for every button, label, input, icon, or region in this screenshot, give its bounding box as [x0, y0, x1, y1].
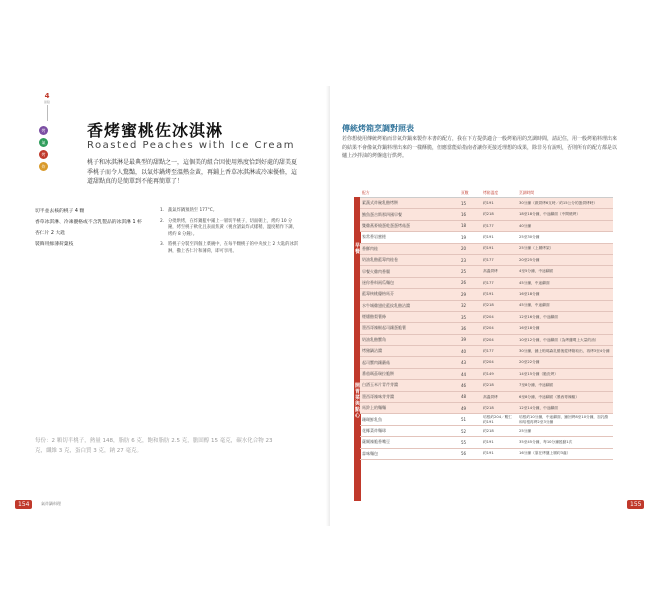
step-text: 分批烘烤，在炸鍋籃中鋪上一層切半桃子，切面朝上，烤約 10 分鐘，烤至桃子軟化且表面焦黃（視食譜氣炸式樣稍，溫度稍作下調，烤約 8 分鐘）。 — [168, 218, 297, 237]
section-title: 傳統烤箱烹調對照表 — [342, 124, 414, 133]
right-page — [330, 86, 642, 526]
cell-temp: 約218 — [481, 300, 517, 311]
step-item — [160, 242, 300, 255]
cell-time: 6至8分鐘，中途翻面（墨西哥辣椒） — [517, 391, 613, 402]
cell-recipe: 番茄瑪茲瑞拉脆餅 — [360, 368, 459, 379]
cell-time: 14至15分鐘（脆皮烤） — [517, 368, 613, 379]
cell-page: 40 — [459, 346, 481, 357]
col-page: 頁數 — [459, 189, 481, 198]
step-number: 2. — [160, 218, 165, 224]
cell-temp: 約191 — [481, 198, 517, 209]
cell-page: 55 — [459, 437, 481, 448]
cell-recipe: 家常香岩蜜捲 — [360, 232, 459, 243]
cell-temp: 約191 — [481, 232, 517, 243]
section-intro: 若你想使用傳統烤箱而非氣炸鍋來製作本書的配方，我在下方提供適合一般烤箱用的烹調時間，請記住，用一般烤箱料理出來的結果不會像氣炸鍋料理出來的一樣酥脆，但應當能給指南者讓你更接近理想的成果，除非另有說明，否則所有的配方都是以爐上沙拌油的烤盤進行烘烤。 — [342, 136, 618, 159]
ingredient-item: 香草冰淇淋、冷凍優格或不含乳製品的冰淇淋 1 杯 — [35, 220, 142, 225]
recipe-subtitle: Roasted Peaches with Ice Cream — [87, 140, 295, 151]
cell-recipe: 藍莓核桃優格馬芬 — [360, 289, 459, 300]
step-list — [160, 208, 300, 259]
table-row — [360, 346, 613, 357]
cell-page: 26 — [459, 277, 481, 288]
table-row — [360, 425, 613, 436]
cell-time: 培根約10分鐘，中途翻面，鋪回烤8至10分鐘，加乳酪和培根再烤2至3分鐘 — [517, 414, 613, 425]
cell-page: 19 — [459, 232, 481, 243]
page-number-left: 154 — [15, 500, 32, 509]
cell-recipe: 素蔬式炸碗乳酪烤餅 — [360, 198, 459, 209]
table-row — [360, 300, 613, 311]
table-row — [360, 414, 613, 425]
col-recipe: 配方 — [360, 189, 459, 198]
step-number: 1. — [160, 208, 165, 213]
ingredient-item: 杏仁片 2 大匙 — [35, 231, 66, 236]
table-row — [360, 334, 613, 345]
cell-page: 39 — [459, 334, 481, 345]
cell-page: 29 — [459, 289, 481, 300]
table-row — [360, 243, 613, 254]
cell-page: 43 — [459, 357, 481, 368]
cell-temp: 約218 — [481, 403, 517, 414]
conversion-table — [360, 189, 613, 460]
cell-time: 7至8分鐘，中途翻面 — [517, 380, 613, 391]
cell-recipe: 薩爾辣脆香嘴豆 — [360, 437, 459, 448]
cell-page: 15 — [459, 198, 481, 209]
table-row — [360, 403, 613, 414]
ingredient-list — [35, 208, 155, 252]
cell-time: 16分鐘（靠在烤盤上層約3處） — [517, 448, 613, 459]
cell-recipe: 馬鈴上的麵麵 — [360, 403, 459, 414]
table-row — [360, 209, 613, 220]
diet-dot-2: 氣 — [39, 138, 48, 147]
cell-recipe: 蒜味麵包 — [360, 448, 459, 459]
cell-temp: 高溫烘烤 — [481, 391, 517, 402]
cell-recipe: 鮪魚蛋吉斯那四國早餐 — [360, 209, 459, 220]
cell-temp: 約218 — [481, 425, 517, 436]
cell-page: 16 — [459, 209, 481, 220]
col-temp: 烤箱溫度 — [481, 189, 517, 198]
cell-temp: 約177 — [481, 277, 517, 288]
cell-page: 56 — [459, 448, 481, 459]
cell-time: 30分鐘（做烘烤6支時／約15公分的蛋烘烤時） — [517, 198, 613, 209]
cell-recipe: 墨西哥辣味芽芽醬 — [360, 391, 459, 402]
category-appetizers: 開胃菜與點心 — [354, 301, 361, 501]
cell-time: 10至12分鐘，中途翻面（為烤盤噴上大量的油） — [517, 334, 613, 345]
cell-recipe: 花椰菜炸麵球 — [360, 425, 459, 436]
table-row — [360, 289, 613, 300]
table-row — [360, 220, 613, 231]
cell-temp: 高溫烘烤 — [481, 266, 517, 277]
page-number-right: 155 — [627, 500, 644, 509]
cell-recipe: 白酒玉米片青芹芽醬 — [360, 380, 459, 391]
cell-page: 36 — [459, 323, 481, 334]
cell-recipe: 奶油乳酪藍莓肉桂卷 — [360, 254, 459, 265]
cell-recipe: 雙雞燕麥燒蛋乾蛋蛋烤菇蛋 — [360, 220, 459, 231]
chapter-label: 甜點 — [43, 100, 50, 104]
step-item — [160, 219, 300, 239]
cell-time: 16至18分鐘 — [517, 289, 613, 300]
recipe-intro: 桃子和冰淇淋是最典型的甜點之一，這個美的組合因使用熟度恰到好處的甜美夏季桃子而令人驚豔，以氣炸鍋烤至溫熱金黃，再鋪上香草冰淇淋或冷凍優格，這道甜點真的是簡單到不能再簡單了！ — [87, 159, 298, 185]
cell-temp: 約177 — [481, 346, 517, 357]
table-row — [360, 323, 613, 334]
cell-page: 51 — [459, 414, 481, 425]
diet-dot-1: 烤 — [39, 126, 48, 135]
cell-temp: 約191 — [481, 448, 517, 459]
table-row — [360, 198, 613, 209]
table-header-row — [360, 189, 613, 198]
ingredient-item: 裝飾用綠薄荷葉枝 — [35, 242, 74, 247]
cell-temp: 約177 — [481, 254, 517, 265]
cell-time: 12至16分鐘，中途翻面 — [517, 311, 613, 322]
cell-page: 23 — [459, 254, 481, 265]
cell-recipe: 迷你香料兩瓜麵包 — [360, 277, 459, 288]
cell-temp: 約204 — [481, 357, 517, 368]
nutrition-info: 每份：2 顆切半桃子，熱量 148，脂肪 6 克，飽和脂肪 2.5 克，膽固醇 15 毫克，碳水化合物 23 克，纖維 3 克，蛋白質 3 克，鈉 27 毫克。 — [35, 438, 273, 454]
table-row — [360, 368, 613, 379]
cell-time: 45分鐘，中途翻面 — [517, 277, 613, 288]
cell-page: 32 — [459, 300, 481, 311]
table-row — [360, 437, 613, 448]
table-row — [360, 357, 613, 368]
table-row — [360, 391, 613, 402]
cell-time: 25分鐘 — [517, 425, 613, 436]
cell-temp: 約191 — [481, 243, 517, 254]
cell-recipe: 珊瑚鮮乳魚 — [360, 414, 459, 425]
cell-time: 12至14分鐘，中途翻面 — [517, 403, 613, 414]
cell-recipe: 起司蟹肉鑲蘑菇 — [360, 357, 459, 368]
cell-recipe: 香酥肉桂 — [360, 243, 459, 254]
chapter-number: 4 — [44, 92, 50, 100]
cell-time: 25分鐘（上層烤架） — [517, 243, 613, 254]
cell-page: 46 — [459, 380, 481, 391]
category-breakfast: 早餐 — [354, 197, 361, 301]
cell-recipe: 烤豬鍋沾醬 — [360, 346, 459, 357]
diet-dot-4: 炸 — [39, 162, 48, 171]
step-item — [160, 208, 300, 215]
cell-page: 18 — [459, 220, 481, 231]
table-row — [360, 232, 613, 243]
table-row — [360, 254, 613, 265]
cell-page: 48 — [459, 391, 481, 402]
cell-time: 25至30分鐘 — [517, 232, 613, 243]
cell-temp: 培根約204／蝦仁約191 — [481, 414, 517, 425]
cell-recipe: 早餐火雞肉香腸 — [360, 266, 459, 277]
cell-recipe: 煙燻酪梨薯條 — [360, 311, 459, 322]
chapter-tab — [36, 92, 58, 121]
cell-page: 49 — [459, 403, 481, 414]
table-row — [360, 277, 613, 288]
cell-time: 40分鐘 — [517, 220, 613, 231]
step-text: 蔬氣炸鍋預熱至 177°C。 — [168, 208, 218, 213]
cell-temp: 約204 — [481, 334, 517, 345]
page-footer-left: 氣炸鍋料理 — [41, 501, 61, 506]
step-text: 將桃子分裝至四個上菜碗中，在每半顆桃子的中央放上 2 大匙的冰淇淋，撒上杏仁片和薄荷，即可享用。 — [168, 242, 299, 254]
cell-temp: 約149 — [481, 368, 517, 379]
cell-temp: 約204 — [481, 323, 517, 334]
cell-page: 20 — [459, 243, 481, 254]
recipe-title: 香烤蜜桃佐冰淇淋 — [87, 121, 224, 140]
cell-time: 20至25分鐘 — [517, 254, 613, 265]
chapter-line — [47, 105, 48, 121]
cell-temp: 約191 — [481, 289, 517, 300]
cell-page: 25 — [459, 266, 481, 277]
table-row — [360, 266, 613, 277]
cell-time: 4至5分鐘，中途翻面 — [517, 266, 613, 277]
table-row — [360, 311, 613, 322]
cell-page: 52 — [459, 425, 481, 436]
cell-temp: 約191 — [481, 437, 517, 448]
cell-recipe: 水牛城雞翅佐藍紋乳酪沾醬 — [360, 300, 459, 311]
cell-temp: 約177 — [481, 220, 517, 231]
cell-recipe: 墨西哥辣椒起司鑲蛋脆薯 — [360, 323, 459, 334]
cell-time: 20至22分鐘 — [517, 357, 613, 368]
table-row — [360, 380, 613, 391]
cell-time: 35至45分鐘，每10分鐘搖動1次 — [517, 437, 613, 448]
cell-page: 35 — [459, 311, 481, 322]
ingredient-item: 切半並去核的桃子 4 顆 — [35, 209, 85, 214]
cell-temp: 約218 — [481, 380, 517, 391]
col-time: 烹調時間 — [517, 189, 613, 198]
left-page — [18, 86, 325, 526]
cell-page: 44 — [459, 368, 481, 379]
diet-dot-3: 烤 — [39, 150, 48, 159]
cell-time: 16至18分鐘 — [517, 323, 613, 334]
cell-time: 45分鐘，中途翻面 — [517, 300, 613, 311]
cell-temp: 約204 — [481, 311, 517, 322]
cell-recipe: 奶油乳酪蟹角 — [360, 334, 459, 345]
cell-time: 18至18分鐘，中途翻面（中間燒烤） — [517, 209, 613, 220]
cell-temp: 約218 — [481, 209, 517, 220]
cell-time: 30分鐘，鋪上帕瑪森乳酪後從烤箱取出，再烤3至4分鐘 — [517, 346, 613, 357]
table-row — [360, 448, 613, 459]
step-number: 3. — [160, 242, 165, 247]
